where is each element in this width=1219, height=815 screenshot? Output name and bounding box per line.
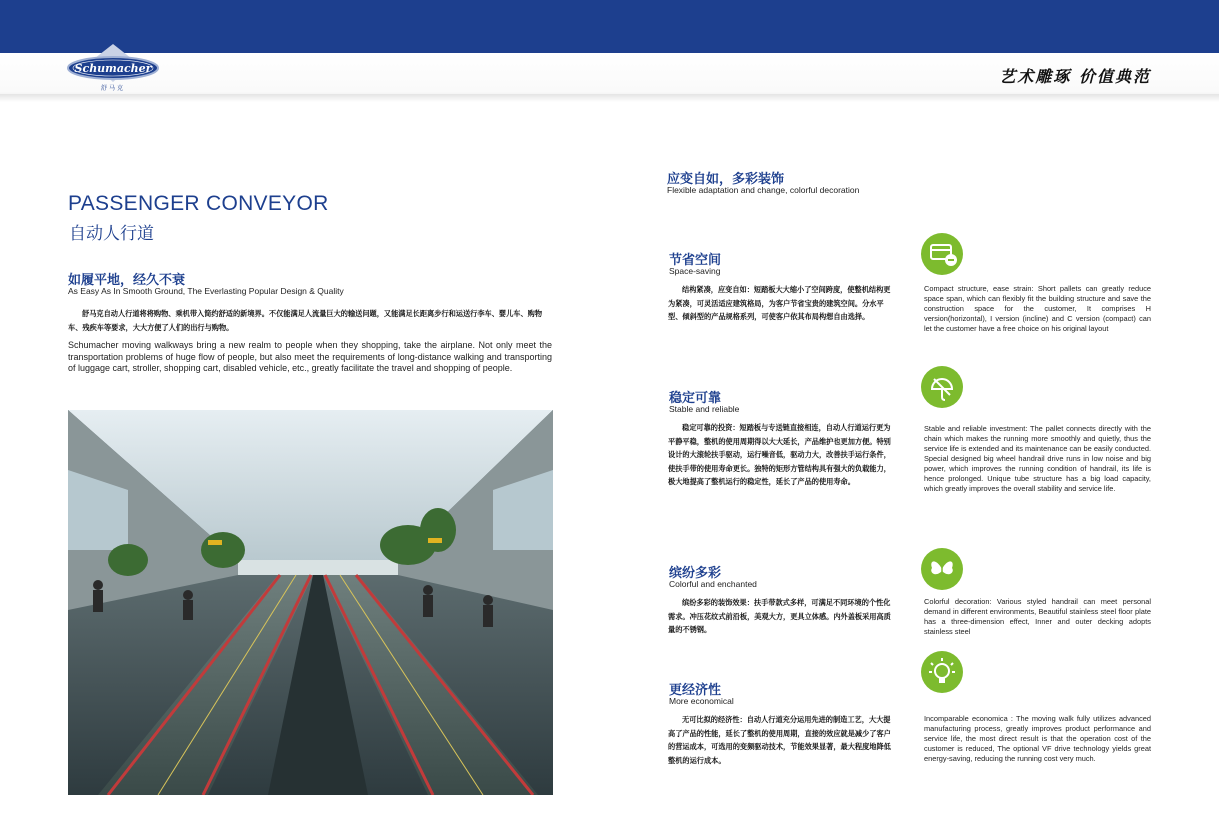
features-heading-en: Flexible adaptation and change, colorful decoration [667, 185, 860, 195]
terminal-walkway-photo [68, 410, 553, 795]
intro-heading-en: As Easy As In Smooth Ground, The Everlasting Popular Design & Quality [68, 286, 344, 296]
feature-heading-en: Space-saving [669, 266, 721, 276]
feature-heading-cn: 缤纷多彩 [669, 566, 722, 581]
stable-reliable-icon [921, 366, 963, 408]
lightbulb-icon [921, 651, 963, 693]
feature-heading-en: Colorful and enchanted [669, 579, 757, 589]
logo-cn-text: 舒马克 [100, 85, 125, 92]
brand-slogan: 艺术雕琢 价值典范 [999, 67, 1151, 86]
butterfly-icon [921, 548, 963, 590]
features-heading-cn: 应变自如，多彩装饰 [667, 172, 785, 187]
page-title-cn: 自动人行道 [69, 224, 154, 244]
feature-body-en: Compact structure, ease strain: Short pallets can greatly reduce space span, which can flexibly fit the building structure and save the construction space for the customer, It comprises H version(horizontal), I version (incline) and C version (compact) can let the customer have a free choice on his original layout [924, 284, 1151, 333]
feature-body-cn: 结构紧凑，应变自如：短踏板大大缩小了空间跨度，使整机结构更为紧凑，可灵活适应建筑格局，为客户节省宝贵的建筑空间。分水平型、倾斜型的产品规格系列，可使客户依其布局构想自由选择。 [668, 285, 891, 321]
feature-heading-cn: 更经济性 [669, 683, 722, 698]
feature-body-cn: 稳定可靠的投资：短踏板与专送链直接相连，自动人行道运行更为平静平稳，整机的使用周期得以大大延长，产品维护也更加方便。特别设计的大滚轮扶手驱动，运行噪音低，驱动力大，改善扶手运行条件，使扶手带的使用寿命更长。独特的矩形方管结构具有强大的负载能力，极大地提高了整机运行的稳定性，延长了产品的使用寿命。 [668, 423, 891, 486]
feature-body-cn: 缤纷多彩的装饰效果：扶手带款式多样，可满足不同环境的个性化需求。冲压花纹式前沿板，美观大方，更具立体感。内外盖板采用高质量的不锈钢。 [668, 598, 891, 634]
feature-body-en: Stable and reliable investment: The pallet connects directly with the chain which makes the running more smoothly and quietly, thus the service life is extended and its maintenance can be easily conducted. Special designed big wheel handrail drive runs in low noise and big power, which improves the running condition of handrail, its life is hence prolonged. Unique tube structure has a big load capacity, which greatly improves the overall stability and service life. [924, 424, 1151, 493]
space-saving-icon [921, 233, 963, 275]
intro-heading-cn: 如履平地，经久不衰 [68, 273, 186, 288]
feature-body-en: Incomparable economica : The moving walk fully utilizes advanced manufacturing process, greatly improves product performance and service life, the most direct result is that the operation cost of the customer is reduced, The optional VF drive technology yields great energy-saving, reducing the running cost very much. [924, 714, 1151, 763]
intro-body-en: Schumacher moving walkways bring a new realm to people when they shopping, take the airplane. Not only meet the transportation problems of huge flow of people, but also meet the requirements of long-distance walking and transporting of luggage cart, stroller, shopping cart, disabled vehicle, etc., greatly facilitate the travel and shopping of people. [68, 340, 552, 373]
logo-wordmark: Schumacher [74, 62, 152, 75]
feature-heading-en: Stable and reliable [669, 404, 740, 414]
intro-body-cn: 舒马克自动人行道将将购物、乘机带入简约舒适的新境界。不仅能满足人流量巨大的输送问题，又能满足长距离步行和运送行李车、婴儿车、购物车、残疾车等要求，大大方便了人们的出行与购物。 [68, 309, 543, 332]
header-divider [0, 94, 1219, 102]
page-title-en: PASSENGER CONVEYOR [68, 192, 329, 215]
feature-heading-cn: 节省空间 [669, 253, 722, 268]
feature-heading-cn: 稳定可靠 [669, 391, 722, 406]
feature-body-cn: 无可比拟的经济性：自动人行道充分运用先进的制造工艺，大大提高了产品的性能，延长了整机的使用周期，直接的效应就是减少了客户的营运成本，可选用的变频驱动技术，节能效果显著，最大程度地降低整机的运行成本。 [668, 715, 891, 765]
feature-heading-en: More economical [669, 696, 734, 706]
top-banner [0, 0, 1219, 53]
feature-body-en: Colorful decoration: Various styled handrail can meet personal demand in different environments, Beautiful stainless steel floor plate has a three-dimension effect, Inner and outer decking adopts stainless steel [924, 597, 1151, 636]
